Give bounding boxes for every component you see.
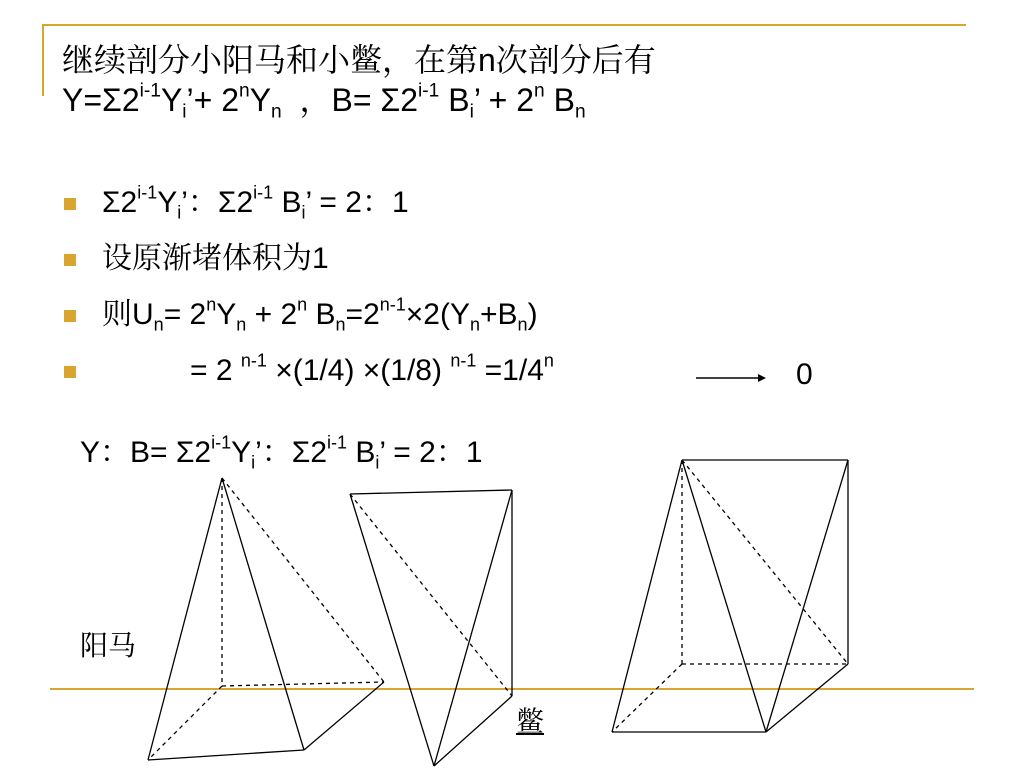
bullet-text: 则$U_n= 2^nY_n + 2^n$ $B_n=2^{n-1}\times 2(Y_n+B_n)$ (102, 294, 538, 335)
label-yangma: 阳马 (80, 630, 137, 661)
ratio-line: Y：$B= \Sigma 2^{i-1}Y_i$’：Σ2$^{i-1}$ $B_i$’ = 2：1 (80, 432, 483, 473)
bullet-text: = 2 $^{n-1}$ ×(1/4) ×(1/8) $^{n-1} =1/4^n$ (190, 350, 554, 387)
bullet-text: $\Sigma 2^{i-1}Y_i$’：Σ2$^{i-1}$ $B_i$’ = 2：1 (102, 182, 409, 223)
title-line-2: $Y=\Sigma 2^{i-1}Y_i’+ 2^nY_n$ ，$B= \Sigma 2^{i-1}$ $B_i$’ + $2^n$ $B_n$ (62, 80, 586, 123)
label-bie: 鳖 (516, 706, 545, 737)
bullet-text: 设原渐堵体积为1 (102, 242, 329, 275)
title-line-1: 继续剖分小阳马和小鳖，在第n次剖分后有 (62, 42, 656, 78)
limit-value: 0 (796, 358, 813, 391)
